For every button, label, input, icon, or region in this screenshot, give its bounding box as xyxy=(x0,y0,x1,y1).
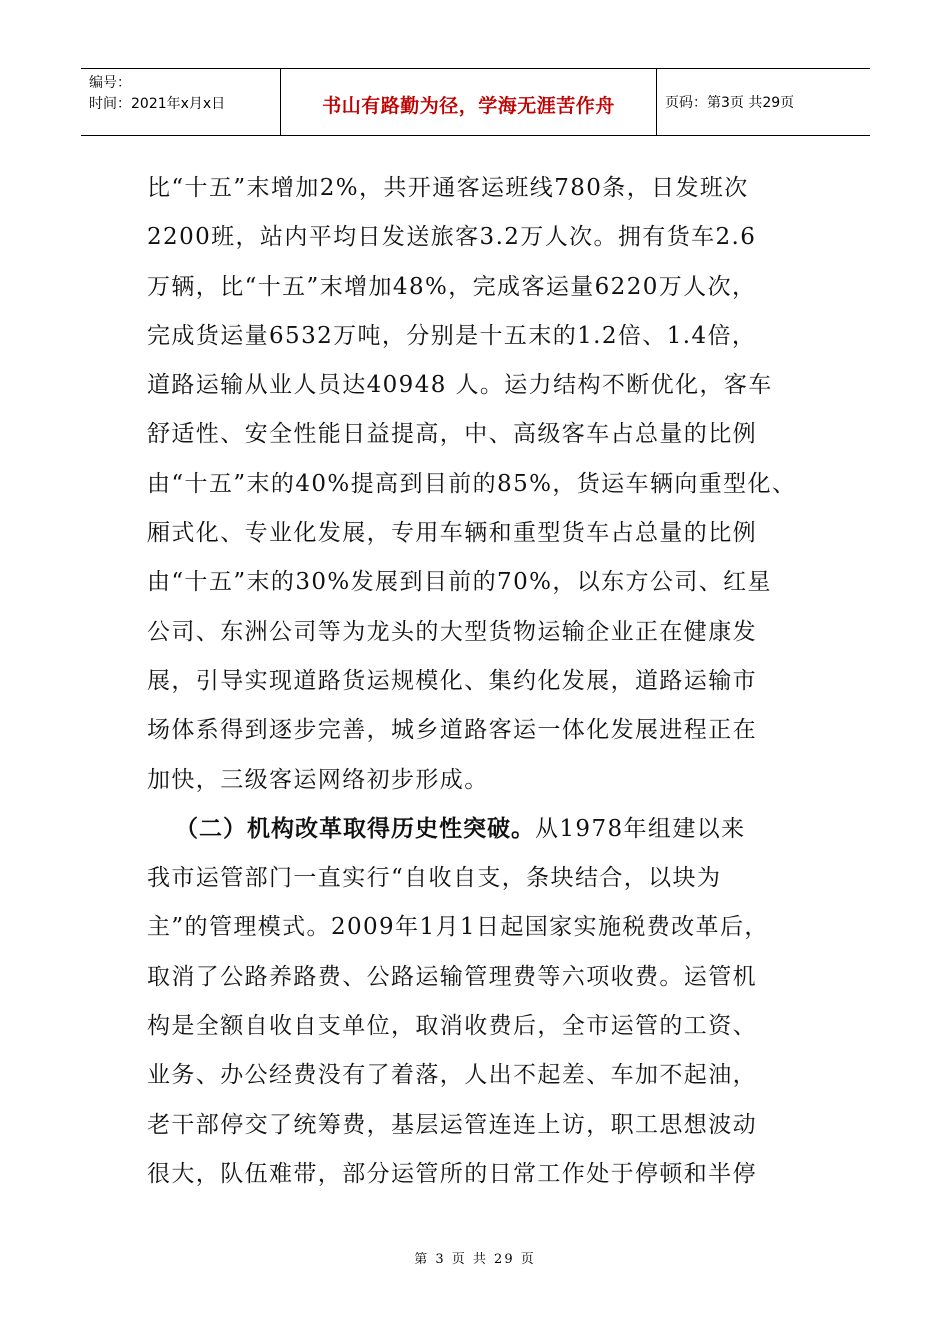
body-line: 业务、办公经费没有了着落，人出不起差、车加不起油， xyxy=(147,1062,757,1089)
body-line: 由“十五”末的40%提高到目前的85%，货运车辆向重型化、 xyxy=(147,470,797,497)
section-heading: （二）机构改革取得历史性突破。 xyxy=(175,815,535,842)
body-line: 构是全额自收自支单位，取消收费后，全市运管的工资、 xyxy=(147,1013,757,1040)
body-line: 比“十五”末增加2%，共开通客运班线780条，日发班次 xyxy=(147,175,749,201)
body-line: 万辆，比“十五”末增加48%，完成客运量6220万人次， xyxy=(147,273,757,300)
body-line: 很大，队伍难带，部分运管所的日常工作处于停顿和半停 xyxy=(147,1160,757,1187)
document-header xyxy=(81,68,870,136)
header-meta xyxy=(81,69,281,135)
body-line: 公司、东洲公司等为龙头的大型货物运输企业正在健康发 xyxy=(147,618,757,645)
body-line: 加快，三级客运网络初步形成。 xyxy=(147,766,489,793)
body-line: 取消了公路养路费、公路运输管理费等六项收费。运管机 xyxy=(147,963,757,990)
body-line: 场体系得到逐步完善，城乡道路客运一体化发展进程正在 xyxy=(147,717,757,744)
body-line: 主”的管理模式。2009年1月1日起国家实施税费改革后， xyxy=(147,914,769,941)
body-line: 展，引导实现道路货运规模化、集约化发展，道路运输市 xyxy=(147,667,757,694)
body-line: 老干部停交了统筹费，基层运管连连上访，职工思想波动 xyxy=(147,1111,757,1138)
body-line: 2200班，站内平均日发送旅客3.2万人次。拥有货车2.6 xyxy=(147,224,757,251)
body-line: 道路运输从业人员达40948 人。运力结构不断优化，客车 xyxy=(147,372,773,399)
body-line: 完成货运量6532万吨，分别是十五末的1.2倍、1.4倍， xyxy=(147,322,757,349)
document-number-label: 编号： xyxy=(89,75,131,91)
body-line: 由“十五”末的30%发展到目前的70%，以东方公司、红星 xyxy=(147,569,772,596)
body-line: 厢式化、专业化发展，专用车辆和重型货车占总量的比例 xyxy=(147,520,757,547)
body-line: 舒适性、安全性能日益提高，中、高级客车占总量的比例 xyxy=(147,421,757,448)
document-body xyxy=(147,164,827,1199)
page-footer: 第 3 页 共 29 页 xyxy=(414,1252,536,1267)
section-heading-continuation: 从1978年组建以来 xyxy=(535,815,746,842)
body-line: 我市运管部门一直实行“自收自支，条块结合，以块为 xyxy=(147,865,722,892)
header-motto: 书山有路勤为径，学海无涯苦作舟 xyxy=(281,69,657,135)
document-date: 时间：2021年x月x日 xyxy=(89,96,226,112)
section-heading-line xyxy=(147,805,827,854)
header-page-info: 页码：第3页 共29页 xyxy=(665,95,795,111)
